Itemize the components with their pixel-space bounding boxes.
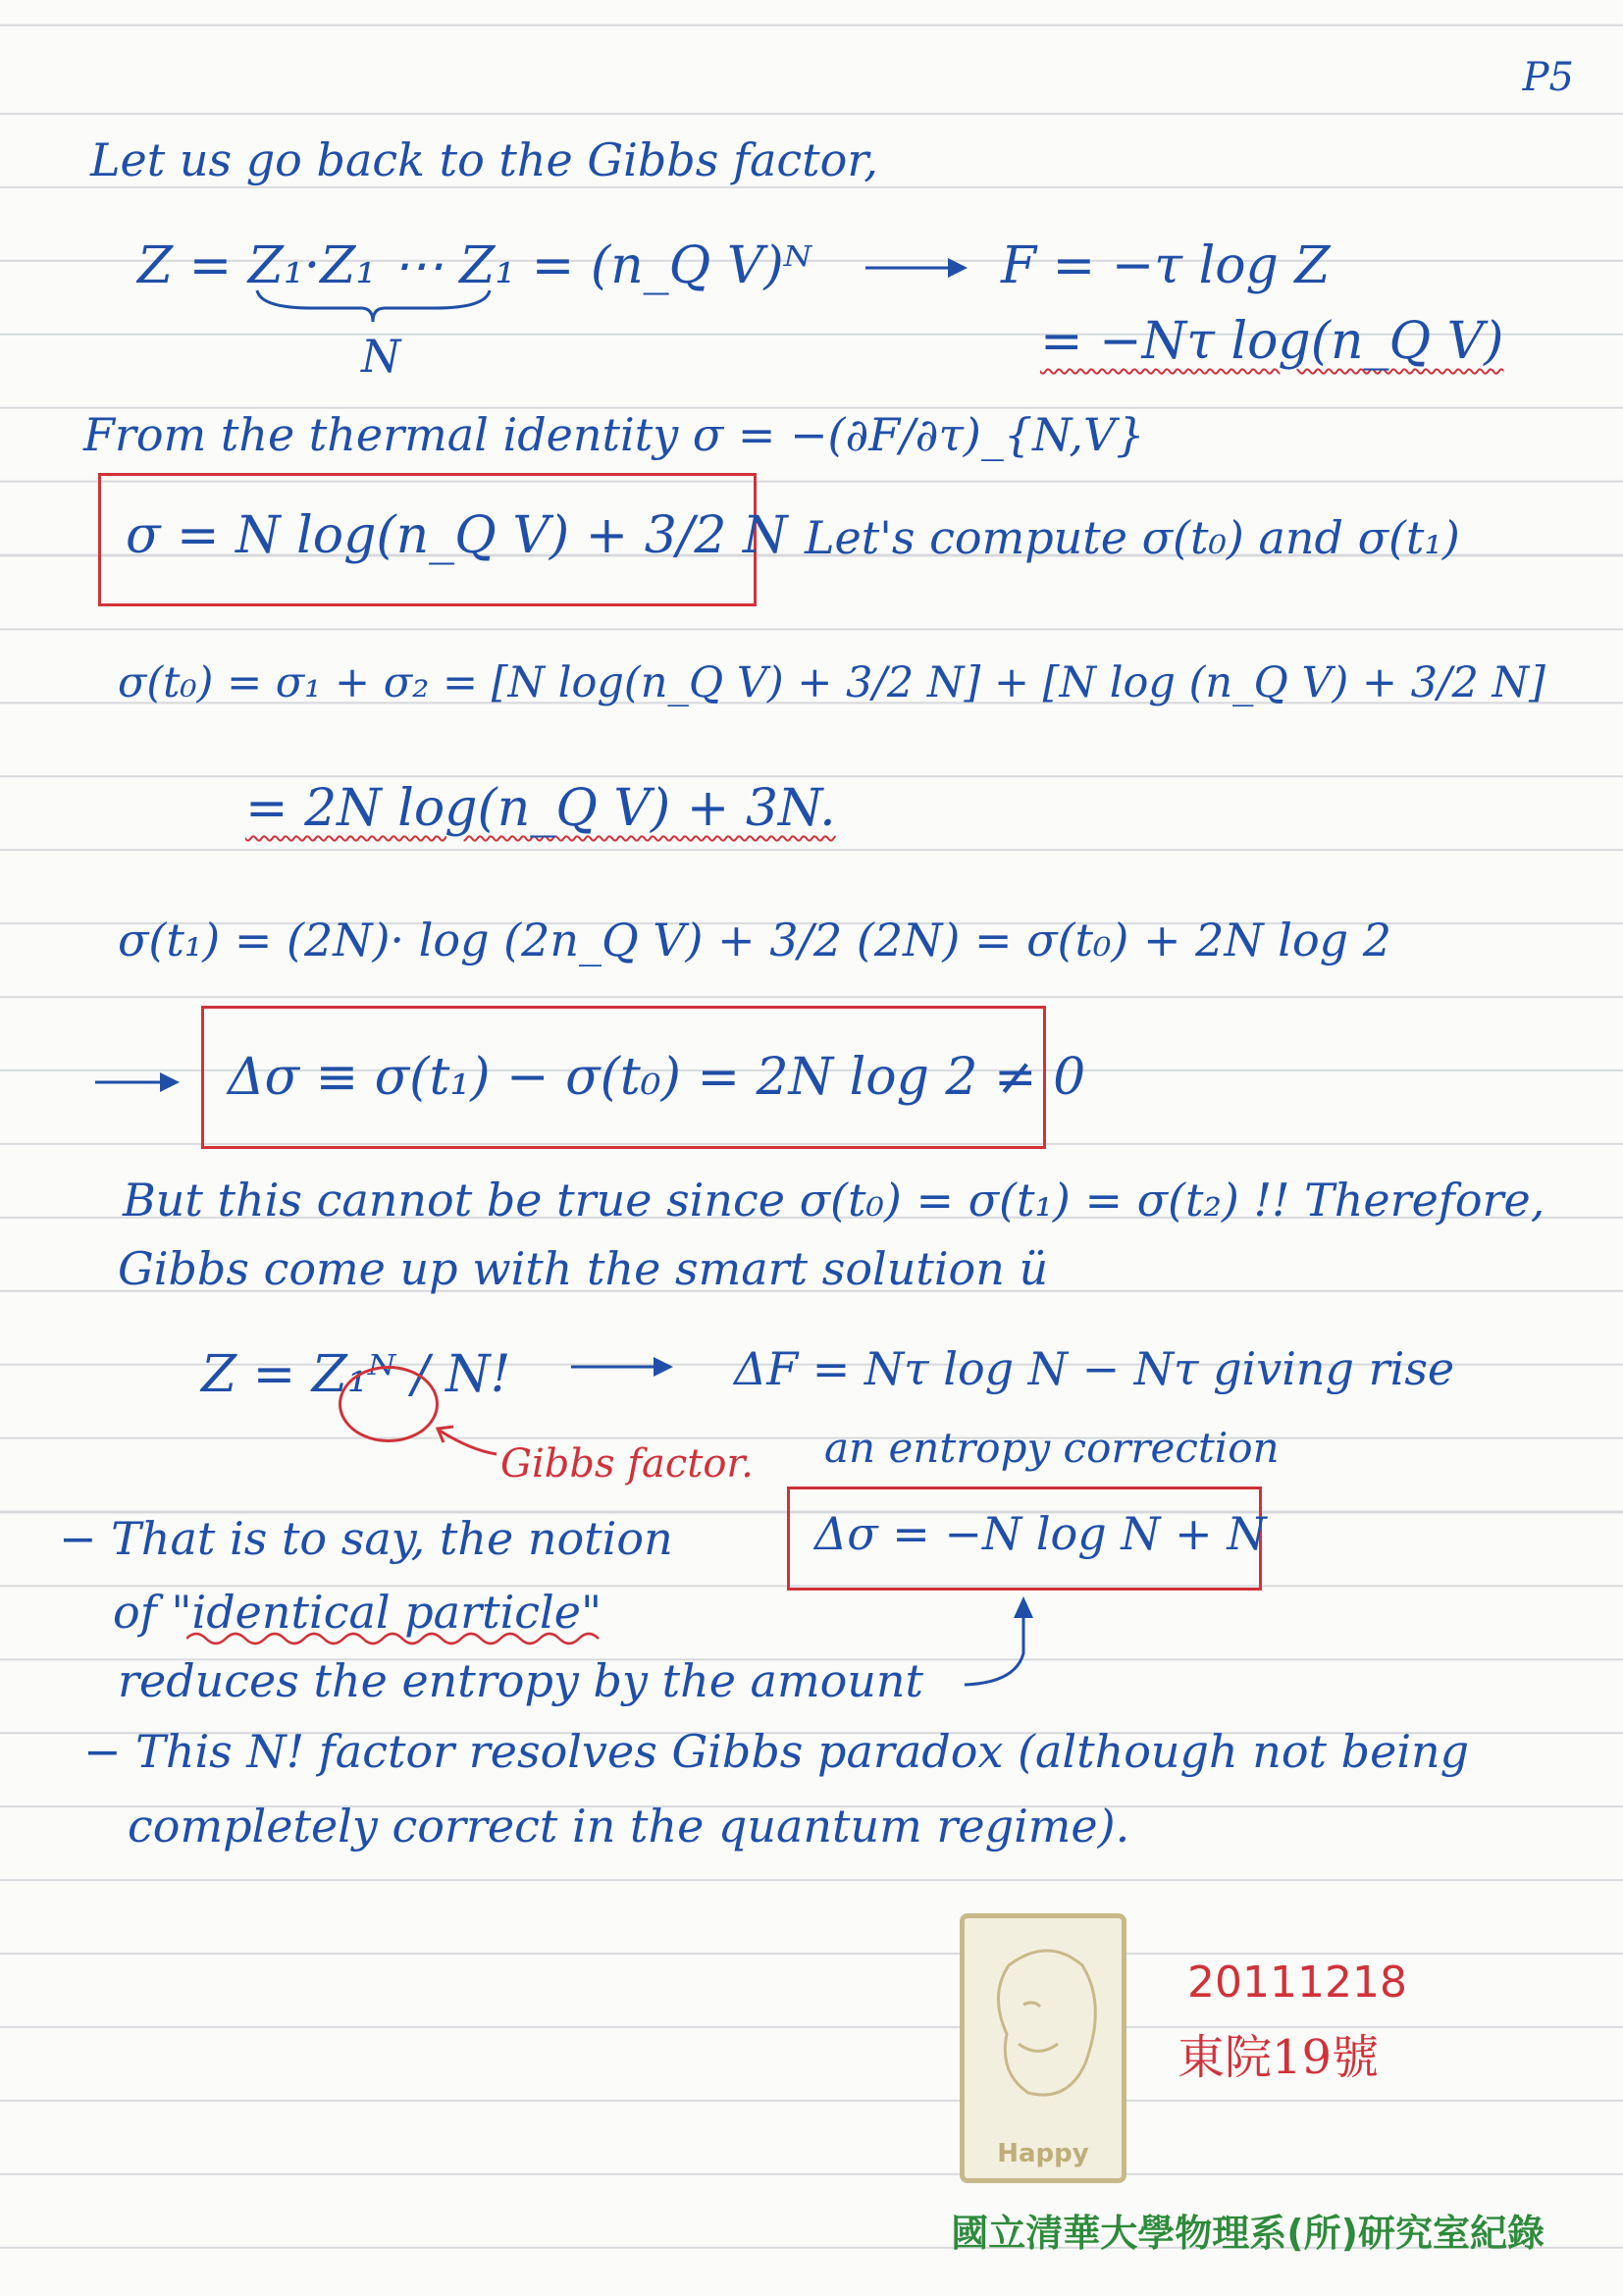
right-arrow-icon-2 bbox=[569, 1352, 677, 1382]
intro-line: Let us go back to the Gibbs factor, bbox=[90, 133, 878, 186]
contradiction-line-1: But this cannot be true since σ(t₀) = σ(t₁) = σ(t₂) !! Therefore, bbox=[123, 1174, 1545, 1226]
sigma-t0-line-1: σ(t₀) = σ₁ + σ₂ = [N log(n_Q V) + 3/2 N] + [N log (n_Q V) + 3/2 N] bbox=[118, 658, 1545, 707]
implies-arrow-icon bbox=[93, 1068, 182, 1097]
stamp-text: Happy bbox=[997, 2139, 1089, 2168]
sigma-t0-line-2 bbox=[245, 779, 836, 838]
free-energy-line-1: F = −τ log Z bbox=[1001, 236, 1331, 295]
gibbs-factor-label: Gibbs factor. bbox=[500, 1441, 754, 1487]
entropy-correction-formula: Δσ = −N log N + N bbox=[814, 1507, 1267, 1560]
room-stamp: 東院19號 bbox=[1178, 2030, 1380, 2085]
curved-arrow-icon bbox=[957, 1594, 1045, 1693]
wavy-underline-icon bbox=[186, 1629, 608, 1648]
pointer-arrow-icon bbox=[432, 1421, 500, 1460]
notion-line-2: of "identical particle" bbox=[113, 1586, 602, 1639]
sigma-t0-underlined: = 2N log(n_Q V) + 3N. bbox=[245, 779, 836, 838]
footer-institution: 國立清華大學物理系(所)研究室紀錄 bbox=[951, 2212, 1544, 2255]
date-stamp: 20111218 bbox=[1187, 1957, 1407, 2008]
notion-line-1: − That is to say, the notion bbox=[59, 1512, 673, 1565]
gibbs-partition: Z = Z₁ᴺ / N! bbox=[201, 1345, 511, 1404]
free-energy-underlined: = −Nτ log(n_Q V) bbox=[1040, 312, 1504, 371]
free-energy-line-2 bbox=[1040, 312, 1504, 371]
sigma-t1-line: σ(t₁) = (2N)· log (2n_Q V) + 3/2 (2N) = σ(t₀) + 2N log 2 bbox=[118, 913, 1391, 966]
notion-line-3: reduces the entropy by the amount bbox=[118, 1654, 924, 1707]
delta-f-line: ΔF = Nτ log N − Nτ giving rise bbox=[734, 1342, 1455, 1395]
delta-sigma-formula: Δσ ≡ σ(t₁) − σ(t₀) = 2N log 2 ≠ 0 bbox=[228, 1048, 1086, 1107]
thermal-identity-line: From the thermal identity σ = −(∂F/∂τ)_{N,V} bbox=[83, 408, 1145, 461]
resolves-line-1: − This N! factor resolves Gibbs paradox (although not being bbox=[83, 1725, 1470, 1778]
lion-face-icon bbox=[969, 1926, 1117, 2137]
page-number: P5 bbox=[1522, 55, 1574, 100]
contradiction-line-2: Gibbs come up with the smart solution ü bbox=[118, 1242, 1049, 1295]
entropy-formula: σ = N log(n_Q V) + 3/2 N bbox=[126, 506, 788, 565]
right-arrow-icon bbox=[864, 253, 971, 283]
n-factorial-circle bbox=[339, 1366, 439, 1442]
compute-line: Let's compute σ(t₀) and σ(t₁) bbox=[805, 511, 1460, 564]
underbrace-icon bbox=[253, 287, 494, 326]
n-label: N bbox=[361, 330, 401, 383]
resolves-line-2: completely correct in the quantum regime). bbox=[128, 1800, 1130, 1852]
partition-product: Z = Z₁·Z₁ ⋯ Z₁ = (n_Q V)ᴺ bbox=[137, 236, 812, 295]
happy-stamp bbox=[960, 1913, 1126, 2183]
entropy-correction-label: an entropy correction bbox=[824, 1424, 1280, 1472]
